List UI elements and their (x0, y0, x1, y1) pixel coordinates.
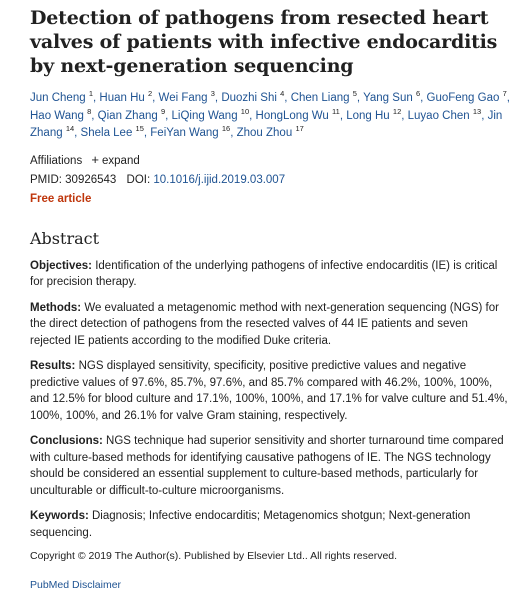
free-article-badge: Free article (30, 192, 92, 205)
author-affiliation-number: 13 (472, 106, 482, 116)
author-link[interactable]: Hao Wang $^8$ (30, 106, 92, 122)
affiliations-expand-button[interactable] (91, 151, 140, 167)
author-link[interactable]: HongLong Wu $^{11}$ (255, 106, 340, 122)
author-affiliation-number: 12 (392, 106, 402, 116)
section-text: Identification of the underlying pathogens of infective endocarditis (IE) is critical for precision therapy. (30, 259, 498, 288)
section-label: Conclusions: (30, 435, 103, 447)
author-affiliation-number: 14 (65, 124, 75, 134)
doi-link[interactable]: 10.1016/j.ijid.2019.03.007 (153, 173, 286, 186)
affiliations-row (30, 152, 512, 169)
author-link[interactable]: Long Hu $^{12}$ (346, 106, 402, 122)
author-affiliation-number: 2 (147, 89, 153, 99)
plus-icon: + (91, 151, 100, 167)
author-affiliation-number: 10 (240, 106, 250, 116)
section-label: Results: (30, 360, 76, 372)
author-affiliation-number: 5 (352, 89, 357, 99)
author-affiliation-number: 7 (502, 89, 507, 99)
author-link[interactable]: Zhou Zhou $^{17}$ (236, 124, 304, 139)
article-page (30, 6, 512, 593)
author-link[interactable]: Qian Zhang $^9$ (97, 106, 166, 122)
section-text: NGS technique had superior sensitivity and shorter turnaround time compared with culture-based methods for identifying causative pathogens of IE. The NGS technology should be considered an essential supplement to culture-based methods, particularly for unculturable or difficult-to-culture microorganisms. (30, 435, 504, 497)
article-title: Detection of pathogens from resected heart valves of patients with infective endocarditis by next-generation sequencing (30, 7, 498, 77)
expand-label: expand (102, 154, 140, 167)
author-affiliation-number: 6 (415, 89, 421, 99)
author-affiliation-number: 16 (221, 124, 231, 134)
keywords (30, 508, 512, 541)
author-affiliation-number: 8 (87, 106, 92, 116)
author-affiliation-number: 17 (295, 124, 304, 134)
abstract-heading: Abstract (30, 228, 100, 248)
author-link[interactable]: Jun Cheng $^1$ (30, 89, 93, 104)
keywords-text: Diagnosis; Infective endocarditis; Metagenomics shotgun; Next-generation sequencing. (30, 510, 471, 539)
author-link[interactable]: Huan Hu $^2$ (99, 89, 153, 104)
doi-label: DOI: (126, 173, 151, 186)
section-label: Objectives: (30, 259, 92, 272)
pmid-label: PMID: (30, 173, 62, 186)
author-link[interactable]: FeiYan Wang $^{16}$ (150, 124, 231, 139)
author-affiliation-number: 4 (280, 89, 285, 99)
author-affiliation-number: 11 (332, 106, 340, 116)
author-affiliation-number: 15 (135, 124, 144, 134)
section-text: We evaluated a metagenomic method with next-generation sequencing (NGS) for the direct detection of pathogens from the resected valves of 44 IE patients and seven rejected IE patients according to the modified Duke criteria. (30, 301, 499, 347)
author-link[interactable]: Shela Lee $^{15}$ (80, 124, 144, 139)
section-text: NGS displayed sensitivity, specificity, positive predictive values and negative predictive values of 97.6%, 85.7%, 97.6%, and 85.7% compared with 46.2%, 100%, 100%, and 12.5% for blood culture and 17.1%, 100%, 100%, and 17.1% for valve culture and 51.4%, 100%, 100%, and 26.1% for valve Gram staining, respectively. (30, 360, 508, 422)
abstract-results (30, 358, 512, 424)
copyright-notice: Copyright © 2019 The Author(s). Published by Elsevier Ltd.. All rights reserved. (30, 550, 398, 562)
affiliations-label: Affiliations (30, 154, 83, 167)
author-link[interactable]: Luyao Chen $^{13}$ (407, 106, 482, 122)
author-link[interactable]: Chen Liang $^5$ (290, 89, 357, 104)
identifiers-row (30, 172, 512, 188)
author-link[interactable]: Wei Fang $^3$ (158, 89, 215, 104)
abstract-methods (30, 300, 512, 350)
abstract-conclusions (30, 433, 512, 499)
pmid-value: 30926543 (65, 173, 117, 186)
author-link[interactable]: Jin Zhang $^{14}$ (30, 109, 503, 139)
section-label: Methods: (30, 301, 82, 314)
author-link[interactable]: Duozhi Shi $^4$ (221, 89, 285, 104)
pubmed-disclaimer-link[interactable]: PubMed Disclaimer (30, 579, 122, 591)
author-affiliation-number: 9 (160, 106, 166, 116)
authors-list: Jun Cheng $^1$, Huan Hu $^2$, Wei Fang $^3$, Duozhi Shi $^4$, Chen Liang $^5$, Yang Sun $^6$, GuoFeng Gao $^7$, Hao Wang $^8$, Qian Zhang $^9$, LiQing Wang $^{10}$, HongLong Wu $^{11}$, Long Hu $^{12}$, Luyao Chen $^{13}$, Jin Zhang $^{14}$, Shela Lee $^{15}$, FeiYan Wang $^{16}$, Zhou Zhou $^{17}$ (30, 89, 510, 139)
author-link[interactable]: LiQing Wang $^{10}$ (171, 106, 250, 122)
author-affiliation-number: 1 (88, 89, 93, 99)
author-affiliation-number: 3 (210, 89, 215, 99)
author-link[interactable]: Yang Sun $^6$ (363, 89, 421, 104)
abstract-objectives (30, 258, 512, 291)
author-link[interactable]: GuoFeng Gao $^7$ (426, 89, 507, 104)
keywords-label: Keywords: (30, 510, 89, 522)
